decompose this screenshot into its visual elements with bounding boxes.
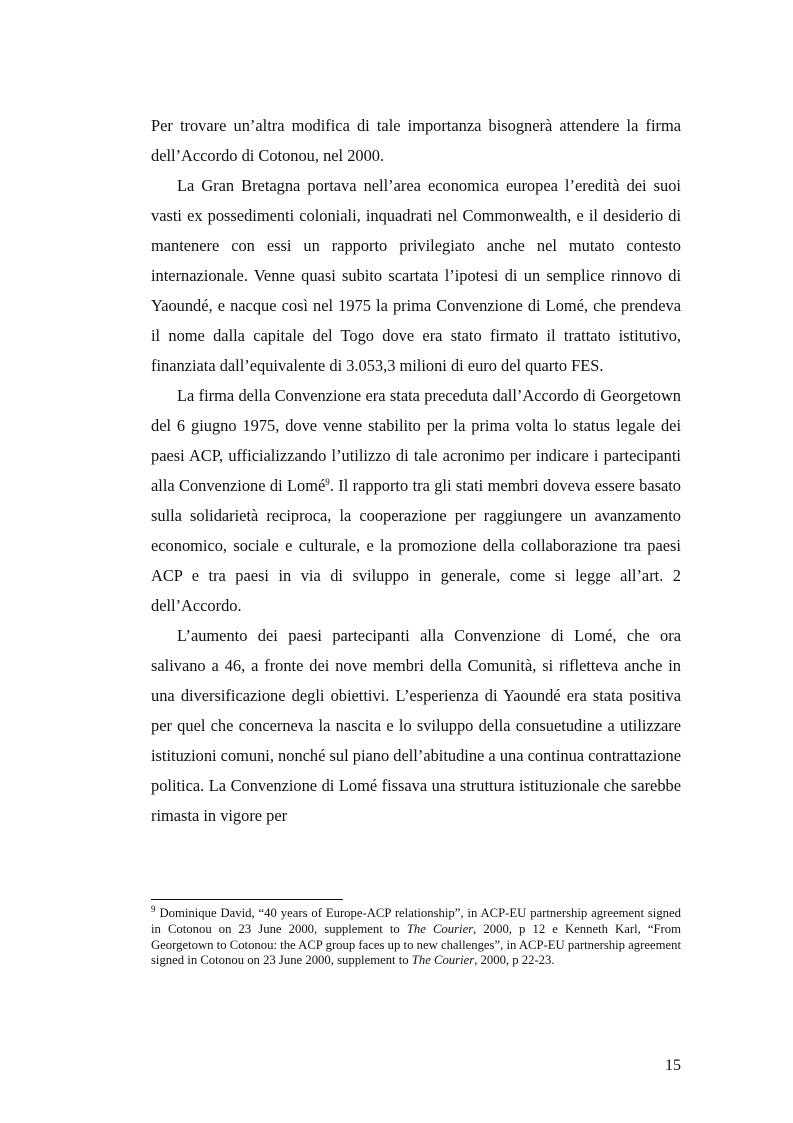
paragraph-3-text-after: . Il rapporto tra gli stati membri doveva essere basato sulla solidarietà reciproca, la cooperazione per raggiungere un avanzamento economico, sociale e culturale, e la promozione della collaborazione tra paesi ACP e tra paesi in via di sviluppo in generale, come si legge all’art. 2 dell’Accordo. bbox=[151, 476, 681, 615]
footnote-journal-2: The Courier bbox=[411, 953, 475, 968]
footnote-reference[interactable]: 9 bbox=[325, 477, 330, 487]
footnote-number: 9 bbox=[151, 904, 156, 914]
paragraph-3-text-before: La firma della Convenzione era stata preceduta dall’Accordo di Georgetown del 6 giugno 1975, dove venne stabilito per la prima volta lo status legale dei paesi ACP, ufficializzando l’utilizzo di tale acronimo per indicare i partecipanti alla Convenzione di Lomé bbox=[151, 386, 681, 495]
page-number: 15 bbox=[665, 1057, 681, 1074]
footnote-text-1: Dominique David, “40 years of Europe-ACP relationship”, in ACP-EU partnership agreement signed in Cotonou on 23 June 2000, supplement to bbox=[151, 906, 681, 936]
footnote-text-2: , 2000, p 12 e Kenneth Karl, “From Georgetown to Cotonou: the ACP group faces up to new challenges”, in ACP-EU partnership agreement signed in Cotonou on 23 June 2000, supplement to bbox=[151, 921, 681, 968]
footnote-text-3: , 2000, p 22-23. bbox=[474, 953, 555, 968]
body-text bbox=[151, 111, 681, 831]
footnote bbox=[151, 906, 681, 969]
paragraph-4: L’aumento dei paesi partecipanti alla Convenzione di Lomé, che ora salivano a 46, a fronte dei nove membri della Comunità, si rifletteva anche in una diversificazione degli obiettivi. L’esperienza di Yaoundé era stata positiva per quel che concerneva la nascita e lo sviluppo della consuetudine a utilizzare istituzioni comuni, nonché sul piano dell’abitudine a una continua contrattazione politica. La Convenzione di Lomé fissava una struttura istituzionale che sarebbe rimasta in vigore per bbox=[151, 626, 681, 825]
paragraph-1: Per trovare un’altra modifica di tale importanza bisognerà attendere la firma dell’Accordo di Cotonou, nel 2000. bbox=[151, 116, 681, 165]
paragraph-2: La Gran Bretagna portava nell’area economica europea l’eredità dei suoi vasti ex possedimenti coloniali, inquadrati nel Commonwealth, e il desiderio di mantenere con essi un rapporto privilegiato anche nel mutato contesto internazionale. Venne quasi subito scartata l’ipotesi di un semplice rinnovo di Yaoundé, e nacque così nel 1975 la prima Convenzione di Lomé, che prendeva il nome dalla capitale del Togo dove era stato firmato il trattato istitutivo, finanziata dall’equivalente di 3.053,3 milioni di euro del quarto FES. bbox=[151, 176, 681, 375]
footnote-separator bbox=[151, 899, 343, 900]
paragraph-3 bbox=[151, 381, 681, 621]
footnote-journal-1: The Courier bbox=[406, 921, 474, 936]
